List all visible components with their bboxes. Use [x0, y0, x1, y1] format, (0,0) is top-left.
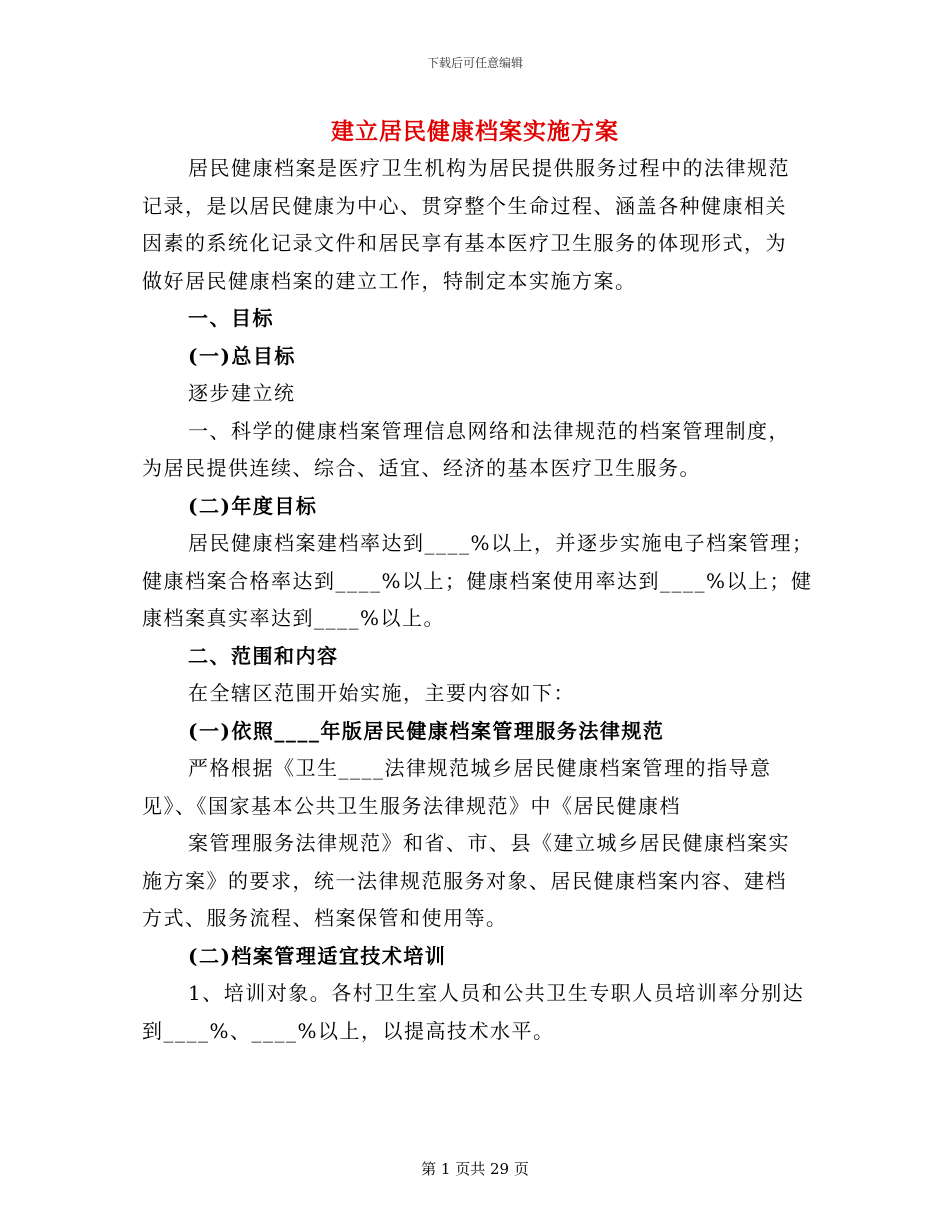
body-text-line: 记录，是以居民健康为中心、贯穿整个生命过程、涵盖各种健康相关 — [142, 193, 787, 218]
body-text-line: 案管理服务法律规范》和省、市、县《建立城乡居民健康档案实 — [188, 831, 790, 855]
body-text-line: 施方案》的要求，统一法律规范服务对象、居民健康档案内容、建档 — [142, 868, 787, 893]
section-heading: (一)总目标 — [188, 343, 296, 368]
section-heading: (二)年度目标 — [188, 493, 318, 518]
body-text-line: 见》、《国家基本公共卫生服务法律规范》中《居民健康档 — [142, 793, 681, 818]
body-text-line: 逐步建立统 — [188, 381, 296, 405]
body-text-line: 健康档案合格率达到____%以上；健康档案使用率达到____%以上；健 — [142, 568, 813, 593]
body-text-line: 一、科学的健康档案管理信息网络和法律规范的档案管理制度， — [188, 418, 790, 443]
body-text-line: 1、培训对象。各村卫生室人员和公共卫生专职人员培训率分别达 — [188, 981, 805, 1005]
section-heading: (一)依照____年版居民健康档案管理服务法律规范 — [188, 718, 665, 743]
page-header: 下载后可任意编辑 — [426, 56, 523, 70]
body-text-line: 为居民提供连续、综合、适宜、经济的基本医疗卫生服务。 — [142, 456, 701, 480]
section-heading: 一、目标 — [188, 306, 274, 330]
section-heading: (二)档案管理适宜技术培训 — [188, 943, 447, 968]
document-title: 建立居民健康档案实施方案 — [331, 118, 619, 145]
body-text-line: 康档案真实率达到____%以上。 — [142, 606, 446, 630]
body-text-line: 严格根据《卫生____法律规范城乡居民健康档案管理的指导意 — [188, 756, 772, 780]
section-heading: 二、范围和内容 — [188, 643, 339, 668]
body-text-line: 在全辖区范围开始实施，主要内容如下： — [188, 681, 575, 705]
body-text-line: 居民健康档案是医疗卫生机构为居民提供服务过程中的法律规范 — [188, 156, 790, 180]
body-text-line: 居民健康档案建档率达到____%以上，并逐步实施电子档案管理； — [188, 531, 814, 555]
document-body — [142, 150, 814, 1050]
body-text-line: 到____%、____%以上，以提高技术水平。 — [142, 1018, 555, 1043]
page-footer: 第 1 页共 29 页 — [421, 1160, 529, 1178]
body-text-line: 做好居民健康档案的建立工作，特制定本实施方案。 — [142, 268, 637, 293]
body-text-line: 因素的系统化记录文件和居民享有基本医疗卫生服务的体现形式，为 — [142, 231, 787, 255]
body-text-line: 方式、服务流程、档案保管和使用等。 — [142, 906, 508, 930]
